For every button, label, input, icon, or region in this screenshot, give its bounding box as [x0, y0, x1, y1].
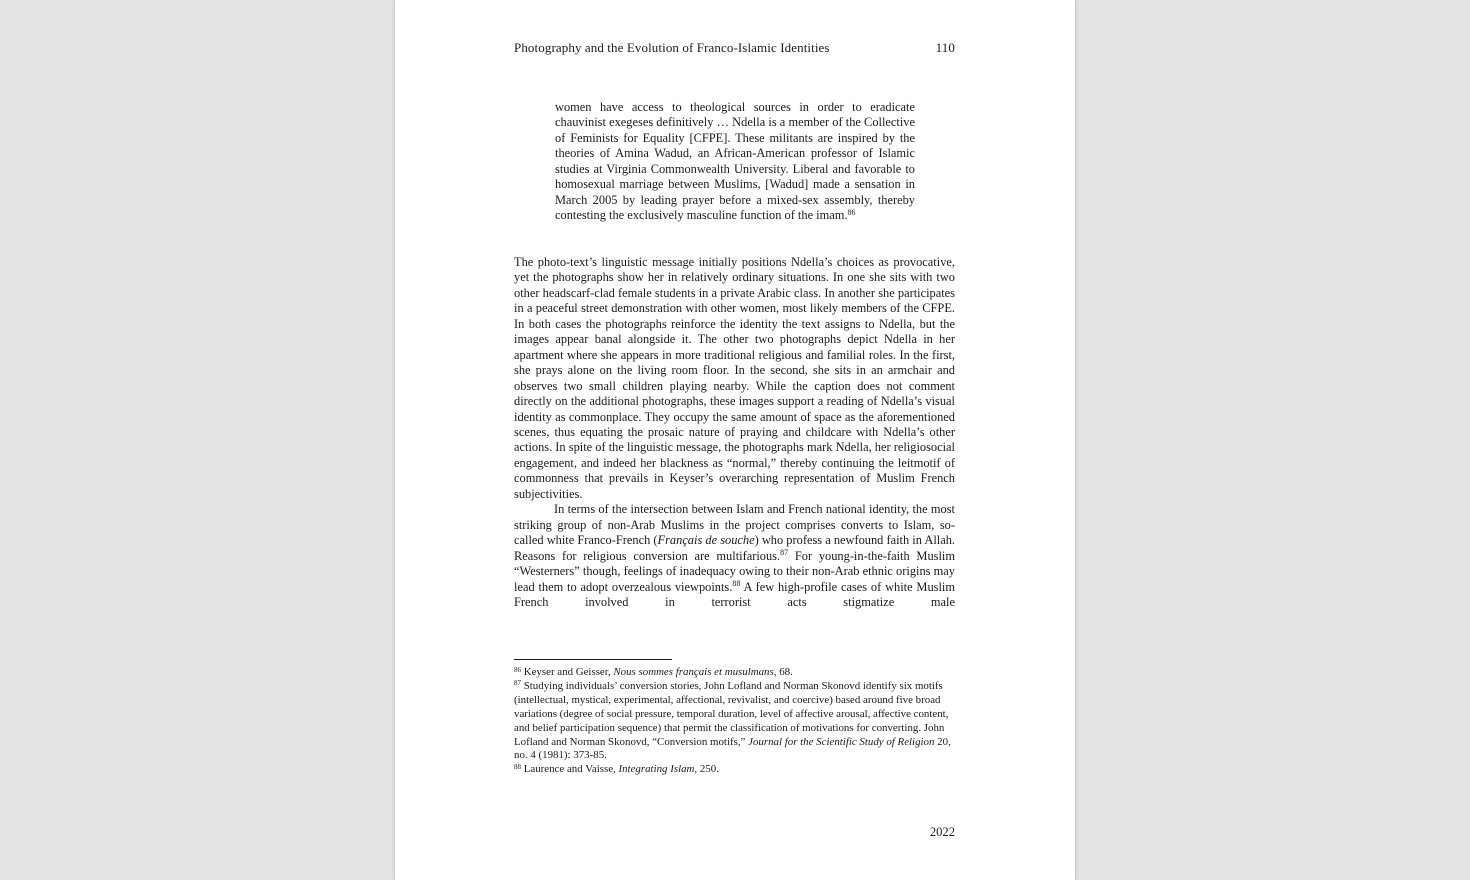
footnotes-section: [514, 666, 955, 777]
paragraph-1: The photo-text’s linguistic message initially positions Ndella’s choices as provocative, yet the photographs show her in relatively ordinary situations. In one she sits with two other headscarf-clad female students in a private Arabic class. In another she participates in a peaceful street demonstration with other women, most likely members of the CFPE. In both cases the photographs reinforce the identity the text assigns to Ndella, but the images appear banal alongside it. The other two photographs depict Ndella in her apartment where she appears in more traditional religious and familial roles. In the first, she prays alone on the living room floor. In the second, she sits in an armchair and observes two small children playing nearby. While the caption does not comment directly on the additional photographs, these images support a reading of Ndella’s visual identity as commonplace. They occupy the same amount of space as the aforementioned scenes, thus equating the prosaic nature of praying and childcare with Ndella’s other actions. In spite of the linguistic message, the photographs mark Ndella, her religiosocial engagement, and indeed her blackness as “normal,” thereby continuing the leitmotif of commonness that prevails in Keyser’s overarching representation of Muslim French subjectivities.: [514, 255, 955, 501]
body-text: [514, 255, 955, 610]
running-title: Photography and the Evolution of Franco-Islamic Identities: [514, 40, 830, 55]
paragraph-2: In terms of the intersection between Islam and French national identity, the most striking group of non-Arab Muslims in the project comprises converts to Islam, so-called white Franco-French (Français de souche) who profess a newfound faith in Allah. Reasons for religious conversion are multifarious.$^{87}$ For young-in-the-faith Muslim “Westerners” though, feelings of inadequacy owing to their non-Arab ethnic origins may lead them to adopt overzealous viewpoints.$^{88}$ A few high-profile cases of white Muslim French involved in terrorist acts stigmatize male: [514, 502, 955, 609]
page-footer: [514, 825, 955, 840]
footer-page-number: 2022: [929, 825, 955, 839]
footnote-separator-rule: [514, 659, 672, 660]
footnote-87: $^{87}$ Studying individuals’ conversion stories, John Lofland and Norman Skonovd identify six motifs (intellectual, mystical, experimental, affectional, revivalist, and coercive) based around five broad variations (degree of social pressure, temporal duration, level of affective arousal, affective content, and belief participation sequence) that permit the classification of motivations for converting. John Lofland and Norman Skonovd, “Conversion motifs,” Journal for the Scientific Study of Religion 20, no. 4 (1981): 373-85.: [514, 679, 951, 762]
running-header: [514, 40, 955, 56]
page-number: 110: [935, 40, 955, 55]
footnote-88: $^{88}$ Laurence and Vaisse, Integrating Islam, 250.: [514, 762, 719, 776]
document-page: [395, 0, 1075, 880]
block-quote: women have access to theological sources in order to eradicate chauvinist exegeses definitively … Ndella is a member of the Collective of Feminists for Equality [CFPE]. These militants are inspired by the theories of Amina Wadud, an African-American professor of Islamic studies at Virginia Commonwealth University. Liberal and favorable to homosexual marriage between Muslims, [Wadud] made a sensation in March 2005 by leading prayer before a mixed-sex assembly, thereby contesting the exclusively masculine function of the imam.$^{86}$: [555, 100, 915, 223]
footnote-86: $^{86}$ Keyser and Geisser, Nous sommes français et musulmans, 68.: [514, 665, 793, 678]
